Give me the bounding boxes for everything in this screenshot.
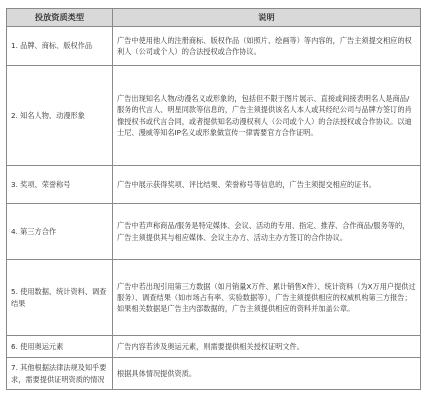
row-desc: 广告中使用他人的注册商标、版权作品（如照片、绘画等）等内容的，广告主须提交相应的权利人（公司或个人）的合法授权或合作协议。 (113, 27, 421, 66)
row-desc: 广告中展示获得奖项、评比结果、荣誉称号等信息的，广告主须提交相应的证书。 (113, 166, 421, 204)
row-type: 3. 奖项、荣誉称号 (7, 166, 113, 204)
row-desc: 广告中若出现引用第三方数据（如月销量X万件、累计销售X件）、统计资料（为X万用户提供过服务）、调查结果（如市场占有率、实验数据等），广告主须提供相应的权威机构第三方报告；如果相关数据是广告主内部数据的，广告主须提供相应的资料并加盖公章。 (113, 260, 421, 336)
row-type: 6. 使用奥运元素 (7, 336, 113, 358)
table-row (7, 260, 421, 336)
table-header-row (7, 9, 421, 27)
row-type: 5. 使用数据、统计资料、调查结果 (7, 260, 113, 336)
row-type: 1. 品牌、商标、版权作品 (7, 27, 113, 66)
table-row (7, 27, 421, 66)
row-desc: 广告出现知名人物/动漫名义或形象的，包括但不限于图片展示、直接或间接表明名人是商品/服务的代言人、明星同款等信息的，广告主须提供该名人本人或其经纪公司与品牌方签订的肖像授权书或代言合同，或者提供知名动漫权利人（公司或个人）的合法授权或合作协议。以迪士尼、漫威等知名IP名义或形象做宣传一律需要官方合作证明。 (113, 66, 421, 166)
header-type: 投放资质类型 (7, 9, 113, 27)
row-type: 2. 知名人物、动漫形象 (7, 66, 113, 166)
table-row (7, 166, 421, 204)
table-row (7, 336, 421, 358)
row-type: 7. 其他根据法律法规及知乎要求，需要提供证明资质的情况 (7, 358, 113, 390)
row-type: 4. 第三方合作 (7, 204, 113, 260)
table-row (7, 358, 421, 390)
table-row (7, 204, 421, 260)
table-row (7, 66, 421, 166)
row-desc: 广告中若声称商品/服务是特定媒体、会议、活动的专用、指定、推荐、合作商品/服务等的，广告主须提供其与相应媒体、会议主办方、活动主办方签订的合作协议。 (113, 204, 421, 260)
row-desc: 根据具体情况提供资质。 (113, 358, 421, 390)
qualification-table (6, 8, 421, 390)
row-desc: 广告内容若涉及奥运元素，则需要提供相关授权证明文件。 (113, 336, 421, 358)
header-desc: 说明 (113, 9, 421, 27)
